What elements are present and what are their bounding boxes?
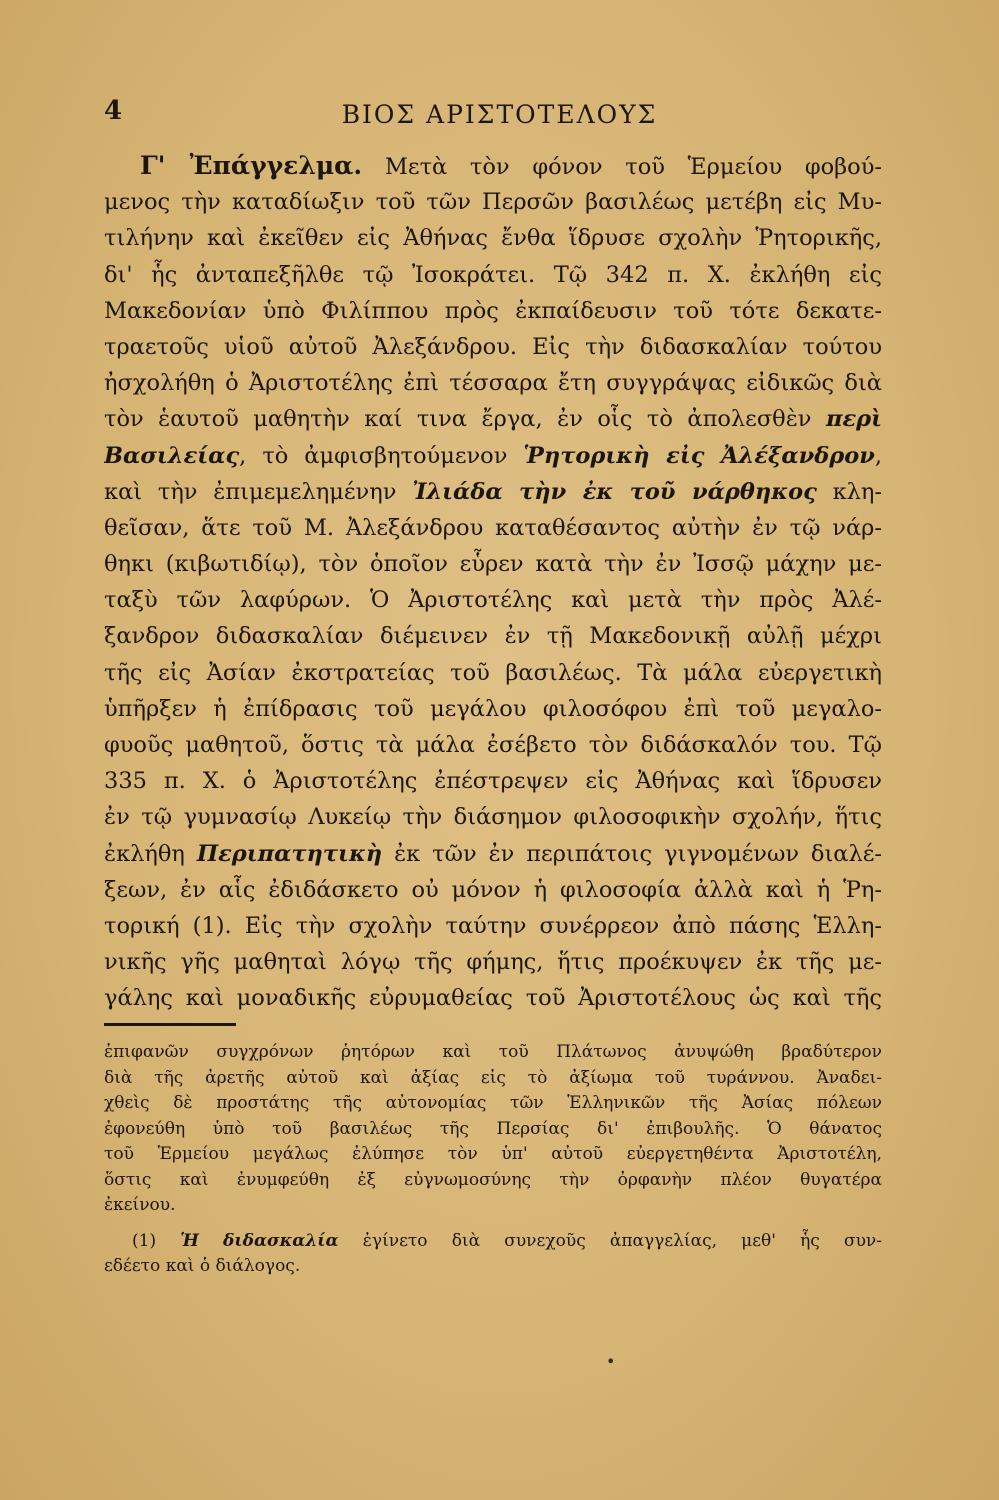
body-line — [104, 980, 882, 1016]
line-text: τραετοῦς υἱοῦ αὐτοῦ Ἀλεξάνδρου. Εἰς τὴν διδασκαλίαν τούτου — [104, 333, 882, 360]
line-text: δι' ἧς ἀνταπεξῆλθε τῷ Ἰσοκράτει. Τῷ 342 π. Χ. ἐκλήθη εἰς — [104, 261, 882, 288]
section-heading: Γ' Ἐπάγγελμα. — [140, 151, 363, 180]
footnote-1 — [104, 1229, 882, 1255]
line-text: τιλήνην καὶ ἐκεῖθεν εἰς Ἀθήνας ἔνθα ἵδρυσε σχολὴν Ῥητορικῆς, — [104, 225, 882, 252]
footnotes — [104, 1040, 882, 1280]
line-text: θηκι (κιβωτιδίῳ), τὸν ὁποῖον εὗρεν κατὰ τὴν ἐν Ἰσσῷ μάχην με- — [104, 551, 882, 578]
line-text: μενος τὴν καταδίωξιν τοῦ τῶν Περσῶν βασιλέως μετέβη εἰς Μυ- — [104, 189, 882, 216]
body-line — [104, 582, 882, 618]
body-line — [104, 474, 882, 510]
line-text: φυοῦς μαθητοῦ, ὅστις τὰ μάλα ἐσέβετο τὸν διδάσκαλόν του. Τῷ — [104, 732, 882, 758]
body-line — [104, 184, 882, 220]
body-text — [104, 148, 882, 1017]
body-line — [104, 727, 882, 763]
body-line — [104, 148, 882, 184]
page-speck: • — [606, 1352, 616, 1371]
footnote-line: ἐφονεύθη ὑπὸ τοῦ βασιλέως τῆς Περσίας δι' ἐπιβουλῆς. Ὁ θάνατος — [104, 1118, 882, 1139]
line-text: τῆς εἰς Ἀσίαν ἐκστρατείας τοῦ βασιλέως. Τὰ μάλα εὐεργετικὴ — [104, 659, 882, 686]
page-number: 4 — [104, 96, 123, 126]
line-text: τὸν ἑαυτοῦ μαθητὴν καί τινα ἔργα, ἐν οἷς τὸ ἀπολεσθὲν — [104, 406, 826, 433]
body-line — [104, 799, 882, 835]
body-line — [104, 836, 882, 872]
line-text: κλη- — [816, 478, 882, 505]
line-text: Μετὰ τὸν φόνον τοῦ Ἑρμείου φοβού- — [384, 154, 882, 180]
line-text: ξεων, ἐν αἷς ἐδιδάσκετο οὐ μόνον ἡ φιλοσοφία ἀλλὰ καὶ ἡ Ῥη- — [104, 876, 882, 903]
body-line — [104, 365, 882, 401]
body-line — [104, 438, 882, 474]
body-line — [104, 691, 882, 727]
line-text: , τὸ ἀμφισβητούμενον — [239, 442, 524, 469]
footnote-rule — [104, 1023, 236, 1026]
body-line — [104, 763, 882, 799]
body-line — [104, 872, 882, 908]
body-line — [104, 220, 882, 256]
body-line — [104, 510, 882, 546]
emphasized-title: Ἰλιάδα τὴν ἐκ τοῦ νάρθηκος — [412, 478, 817, 505]
emphasized-title: Περιπατητικὴ — [196, 840, 383, 867]
emphasized-title: περὶ — [826, 406, 882, 433]
line-text: 335 π. Χ. ὁ Ἀριστοτέλης ἐπέστρεψεν εἰς Ἀθήνας καὶ ἵδρυσεν — [104, 768, 882, 795]
line-text: νικῆς γῆς μαθηταὶ λόγῳ τῆς φήμης, ἥτις προέκυψεν ἐκ τῆς με- — [104, 949, 882, 976]
footnote-lead: Ἡ — [180, 1230, 199, 1251]
footnote-lead-word: διδασκαλία — [223, 1230, 339, 1251]
line-text: τορική (1). Εἰς τὴν σχολὴν ταύτην συνέρρεον ἀπὸ πάσης Ἑλλη- — [104, 912, 882, 939]
footnote-line: χθεὶς δὲ προστάτης τῆς αὐτονομίας τῶν Ἑλληνικῶν τῆς Ἀσίας πόλεων — [104, 1093, 882, 1113]
line-text: ἠσχολήθη ὁ Ἀριστοτέλης ἐπὶ τέσσαρα ἔτη συγγράψας εἰδικῶς διὰ — [104, 370, 882, 397]
emphasized-title: Βασιλείας — [104, 442, 240, 469]
line-text: ἐν τῷ γυμνασίῳ Λυκείῳ τὴν διάσημον φιλοσοφικὴν σχολήν, ἥτις — [104, 804, 882, 831]
line-text: ἐκ τῶν ἐν περιπάτοις γιγνομένων διαλέ- — [382, 840, 882, 867]
line-text: ταξὺ τῶν λαφύρων. Ὁ Ἀριστοτέλης καὶ μετὰ τὴν πρὸς Ἀλέ- — [104, 587, 882, 614]
body-line — [104, 293, 882, 329]
body-line — [104, 401, 882, 437]
footnote-line: τοῦ Ἑρμείου μεγάλως ἐλύπησε τὸν ὑπ' αὐτοῦ εὐεργετηθέντα Ἀριστοτέλη, — [104, 1144, 882, 1164]
line-text: ἐκλήθη — [104, 840, 197, 867]
footnote-line: διὰ τῆς ἀρετῆς αὐτοῦ καὶ ἀξίας εἰς τὸ ἀξίωμα τοῦ τυράννου. Ἀναδει- — [104, 1067, 882, 1088]
line-text: καὶ τὴν ἐπιμεμελημένην — [104, 478, 413, 505]
footnote-line: ὅστις καὶ ἐνυμφεύθη ἐξ εὐγνωμοσύνης τὴν ὀρφανὴν πλέον θυγατέρα — [104, 1169, 882, 1190]
footnote-line: ἐκείνου. — [104, 1195, 176, 1215]
body-line — [104, 546, 882, 582]
line-text: ξανδρον διδασκαλίαν διέμεινεν ἐν τῇ Μακεδονικῇ αὐλῇ μέχρι — [104, 623, 882, 650]
footnote-1-line-2: εδέετο καὶ ὁ διάλογος. — [104, 1256, 301, 1276]
line-text: γάλης καὶ μοναδικῆς εὐρυμαθείας τοῦ Ἀριστοτέλους ὡς καὶ τῆς — [104, 985, 882, 1012]
body-line — [104, 944, 882, 980]
emphasized-title: Ῥητορικὴ εἰς Ἀλέξανδρον — [523, 442, 875, 469]
body-line — [104, 908, 882, 944]
body-line — [104, 618, 882, 654]
line-text: , — [874, 442, 882, 469]
footnote-line: ἐπιφανῶν συγχρόνων ῥητόρων καὶ τοῦ Πλάτωνος ἀνυψώθη βραδύτερον — [104, 1042, 882, 1062]
footnote-marker: (1) — [132, 1230, 157, 1251]
line-text: ὑπῆρξεν ἡ ἐπίδρασις τοῦ μεγάλου φιλοσόφου ἐπὶ τοῦ μεγαλο- — [104, 695, 882, 722]
line-text: θεῖσαν, ἅτε τοῦ Μ. Ἀλεξάνδρου καταθέσαντος αὐτὴν ἐν τῷ νάρ- — [104, 514, 882, 541]
body-line — [104, 655, 882, 691]
body-line — [104, 329, 882, 365]
running-head: ΒΙΟΣ ΑΡΙΣΤΟΤΕΛΟΥΣ — [341, 100, 658, 129]
body-line — [104, 257, 882, 293]
footnote-text: ἐγίνετο διὰ συνεχοῦς ἀπαγγελίας, μεθ' ἧς συν- — [362, 1230, 882, 1251]
line-text: Μακεδονίαν ὑπὸ Φιλίππου πρὸς ἐκπαίδευσιν τοῦ τότε δεκατε- — [104, 297, 882, 324]
